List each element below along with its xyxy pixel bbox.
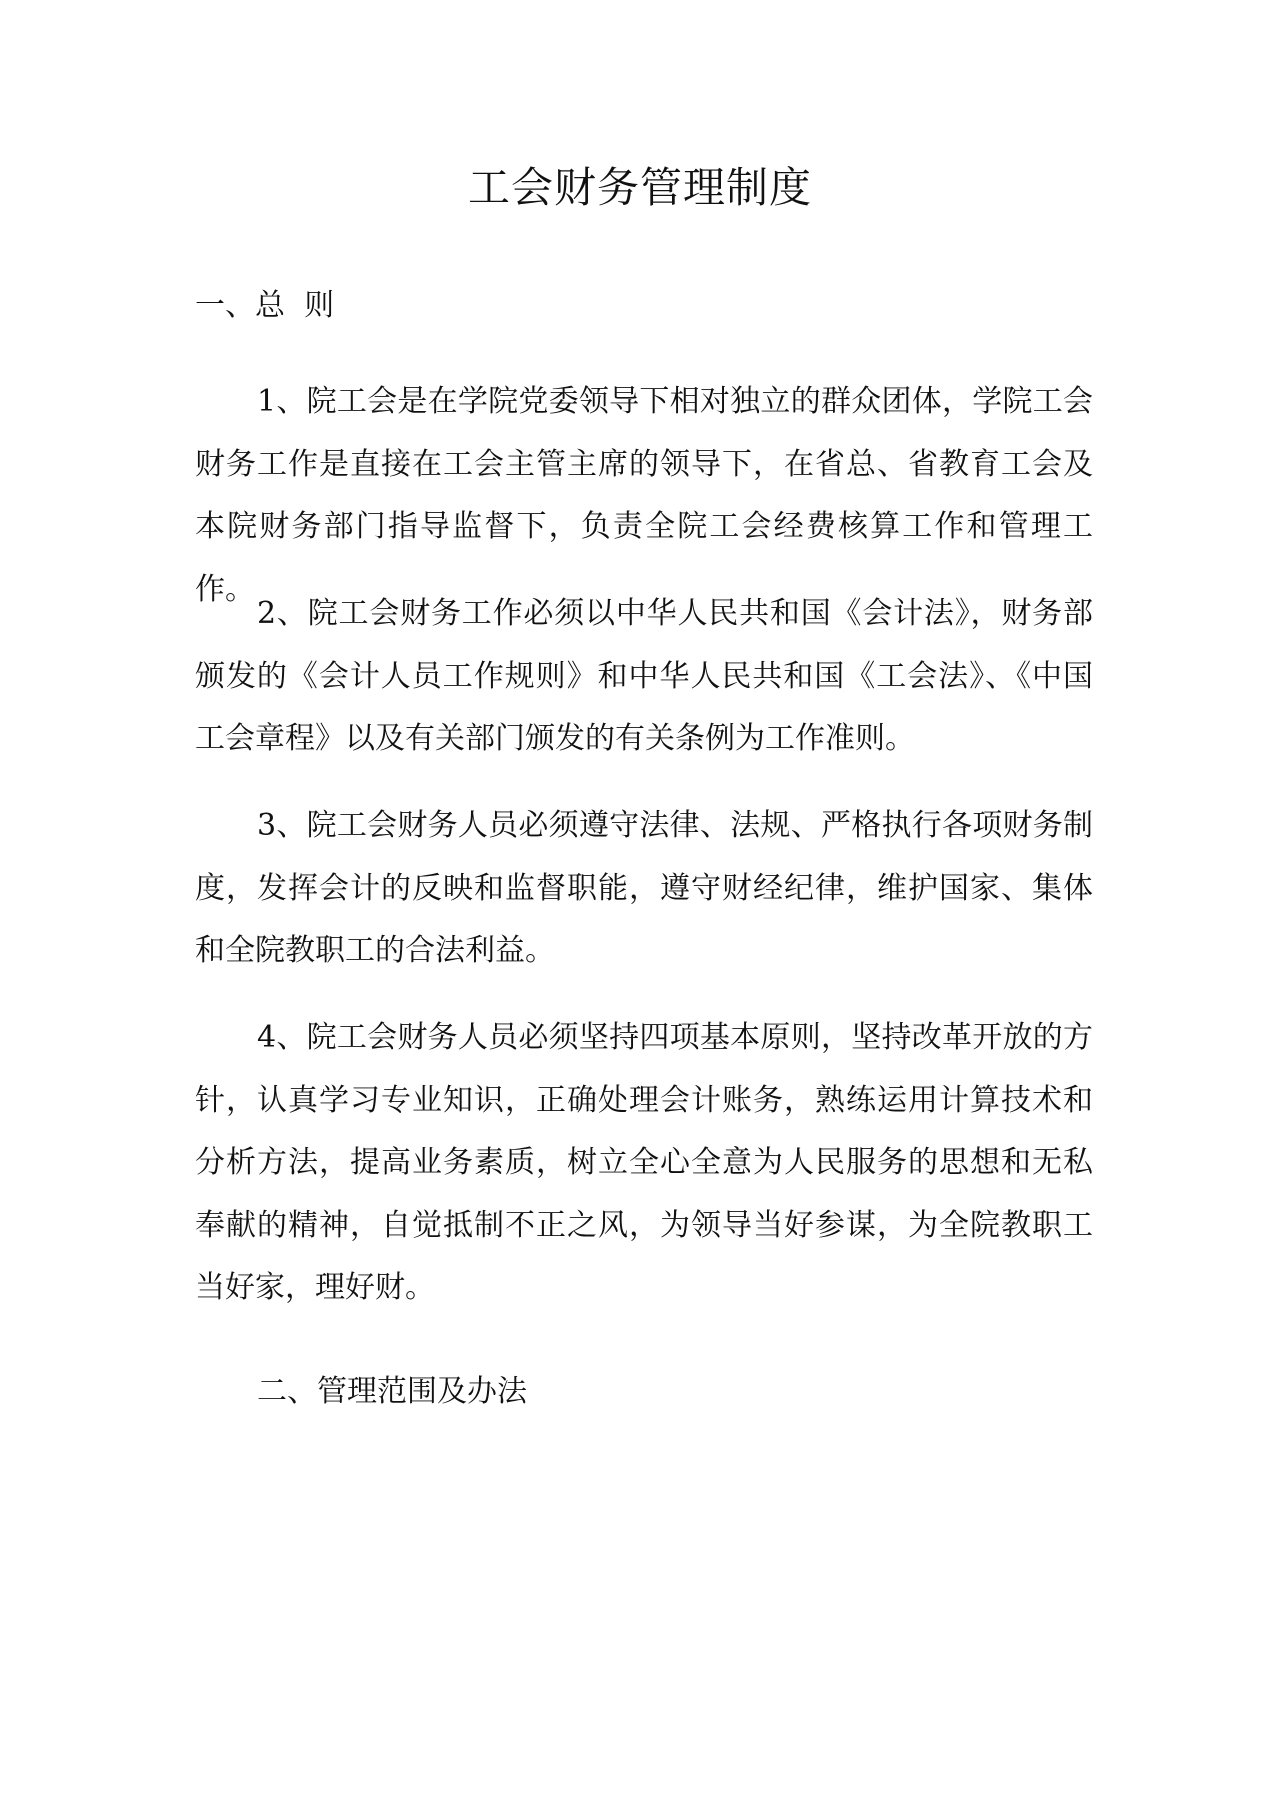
- section-heading-scope: 二、管理范围及办法: [257, 1374, 527, 1409]
- paragraph-2: 2、院工会财务工作必须以中华人民共和国《会计法》，财务部颁发的《会计人员工作规则》和中华人民共和国《工会法》、《中国工会章程》以及有关部门颁发的有关条例为工作准则。: [195, 596, 1093, 756]
- document-title: 工会财务管理制度: [467, 163, 812, 212]
- paragraph-3: 3、院工会财务人员必须遵守法律、法规、严格执行各项财务制度，发挥会计的反映和监督职能，遵守财经纪律，维护国家、集体和全院教职工的合法利益。: [195, 808, 1093, 968]
- paragraph-4: 4、院工会财务人员必须坚持四项基本原则，坚持改革开放的方针，认真学习专业知识，正确处理会计账务，熟练运用计算技术和分析方法，提高业务素质，树立全心全意为人民服务的思想和无私奉献的精神，自觉抵制不正之风，为领导当好参谋，为全院教职工当好家，理好财。: [195, 1020, 1093, 1305]
- paragraph-1: 1、院工会是在学院党委领导下相对独立的群众团体，学院工会财务工作是直接在工会主管主席的领导下，在省总、省教育工会及本院财务部门指导监督下，负责全院工会经费核算工作和管理工作。: [195, 384, 1093, 607]
- section-heading-general: 一、总 则: [195, 288, 335, 323]
